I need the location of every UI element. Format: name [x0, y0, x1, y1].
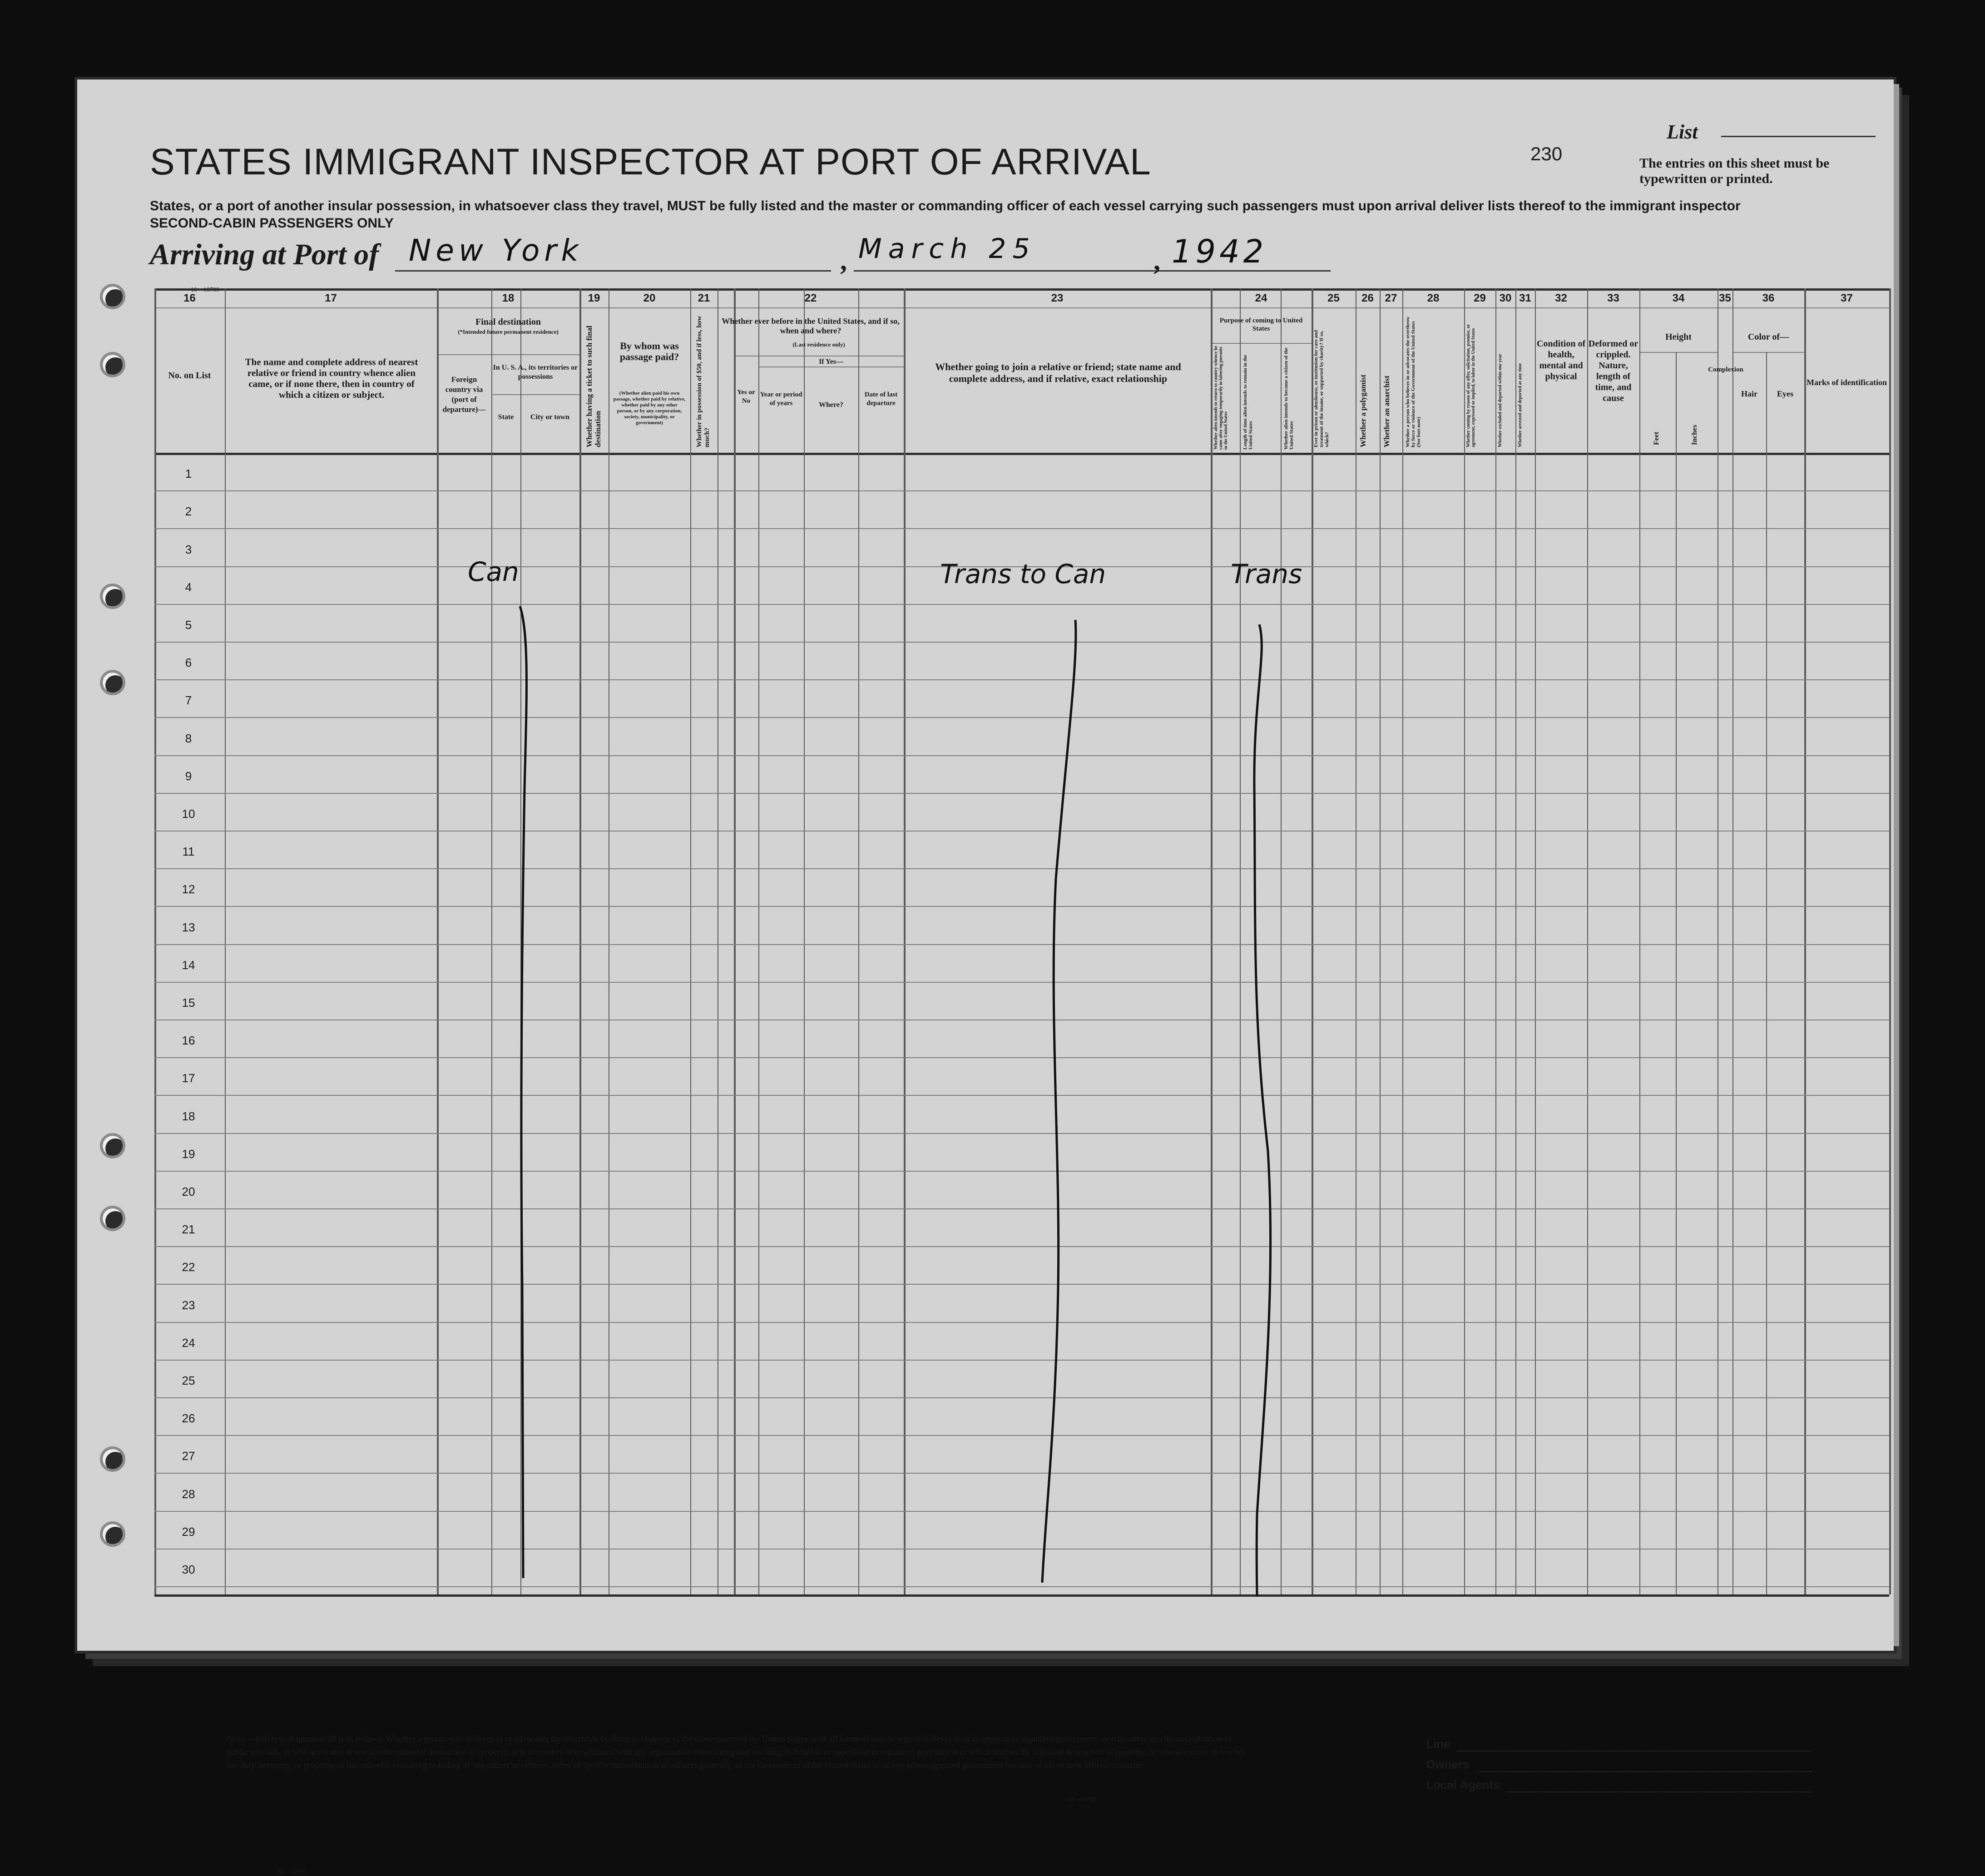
column-number: 32 [1555, 292, 1567, 304]
handwritten-trans: Trans [1231, 559, 1302, 589]
row-number: 16 [182, 1034, 195, 1048]
footnote-text: —Full text of question 28 is as follows: Whether a person who believes in or advocates the overthrow by force or violence of the Government of the United States or of all forms of law, or who disbelieves in or is opposed to organized government, or who advocates the assassination of public officials, or who advocates or teaches the unlawful destruction of property, or is a member of or affiliated with any organization entertaining and teaching disbelief in or opposition to organized government or which teaches the unlawful destruction of property, or who advocates or teaches the duty, necessity, or propriety of the unlawful assaulting or killing of any officer or officers, either of specific individuals or of officers generally, of the Government of the United States or of any other organized government because of his or their official character. [227, 1734, 1246, 1770]
column-number: 21 [698, 292, 710, 304]
header-arrested: Whether arrested and deported at any time [1518, 363, 1523, 447]
column-number: 17 [325, 292, 337, 304]
row-number: 8 [185, 731, 192, 745]
row-number: 22 [182, 1260, 195, 1274]
year-value: 1942 [1172, 233, 1267, 270]
header-possession-50: Whether in possession of $50, and if less, how much? [696, 316, 711, 447]
header-purpose-a: Whether alien intends to return to country whence he came after engaging temporarily in laboring pursuits in the United States [1213, 346, 1228, 450]
row-number: 10 [182, 807, 195, 821]
row-number: 24 [182, 1336, 195, 1350]
row-number: 1 [185, 467, 192, 481]
page-title: STATES IMMIGRANT INSPECTOR AT PORT OF ARRIVAL [150, 141, 1151, 183]
column-number: 36 [1762, 292, 1775, 304]
row-number: 6 [185, 656, 192, 670]
header-height: Height [1665, 332, 1692, 342]
header-city: City or town [530, 413, 569, 421]
header-purpose-c: Whether alien intends to become a citizen of the United States [1283, 347, 1294, 450]
form-number: 10—18709 [191, 287, 219, 293]
column-number: 30 [1499, 292, 1512, 304]
list-blank-line [1721, 136, 1876, 137]
row-number: 30 [182, 1563, 195, 1576]
header-last-residence: (Last residence only) [792, 341, 845, 348]
header-purpose: Purpose of coming to United States [1219, 317, 1303, 332]
column-number: 31 [1519, 292, 1531, 304]
binder-hole [100, 584, 125, 609]
binder-hole [100, 284, 125, 309]
row-number: 25 [182, 1374, 195, 1387]
arriving-label: Arriving at Port of [150, 238, 379, 271]
header-hair: Hair [1741, 389, 1757, 398]
column-number: 35 [1719, 292, 1731, 304]
header-final-destination-note: (*Intended future permanent residence) [458, 328, 559, 335]
header-period: Year or period of years [760, 391, 802, 407]
column-number: 24 [1255, 292, 1267, 304]
binder-hole [100, 670, 125, 695]
header-final-destination: Final destination [475, 317, 541, 327]
footnote [227, 1732, 1253, 1772]
column-number: 19 [588, 292, 600, 304]
form-number-bottom: 10—18709 [277, 1869, 306, 1876]
header-purpose-b: Length of time alien intends to remain in the United States [1242, 355, 1253, 450]
list-number: 230 [1530, 143, 1563, 164]
header-foreign-country: Foreign country via (port of departure)— [442, 375, 486, 414]
column-number: 28 [1427, 292, 1440, 304]
header-deformed: Deformed or crippled. Nature, length of time, and cause [1588, 339, 1638, 403]
binder-hole [100, 1133, 125, 1158]
header-inches: Inches [1691, 425, 1698, 445]
page-edge [1894, 84, 1899, 1646]
row-number: 20 [182, 1185, 195, 1198]
year-blank-line [1167, 270, 1331, 272]
row-number: 15 [182, 996, 195, 1010]
header-date-departure: Date of last departure [864, 391, 898, 407]
header-passage-note: (Whether alien paid his own passage, whether paid by relative, whether paid by any other person, or by any corporation, society, municipality, or government) [613, 391, 686, 426]
footnote-lead: Note. [227, 1734, 247, 1744]
row-number: 27 [182, 1449, 195, 1463]
header-feet: Feet [1653, 431, 1660, 445]
header-polygamist: Whether a polygamist [1359, 374, 1367, 447]
comma-mark: , [840, 246, 847, 276]
table-bottom-border [154, 1594, 1889, 1597]
header-health: Condition of health, mental and physical [1536, 339, 1586, 381]
row-number: 11 [182, 845, 195, 859]
binder-hole [100, 352, 125, 377]
list-label: List [1667, 121, 1698, 143]
binder-hole [100, 1446, 125, 1472]
column-number: 37 [1841, 292, 1853, 304]
row-number: 26 [182, 1411, 195, 1426]
row-number: 19 [182, 1147, 195, 1161]
header-anarchist: Whether an anarchist [1382, 375, 1391, 447]
row-number: 13 [182, 920, 195, 934]
handwritten-trans-to-can: Trans to Can [940, 559, 1106, 589]
header-nearest-relative: The name and complete address of nearest relative or friend in country whence alien came, or if none there, then in country of which a citizen or subject. [245, 356, 418, 400]
row-number: 2 [185, 505, 192, 519]
header-eyes: Eyes [1777, 389, 1793, 398]
port-value: New York [409, 233, 583, 268]
header-yes-no: Yes or No [737, 389, 755, 405]
col-border [1889, 288, 1891, 1594]
row-number: 12 [182, 882, 195, 896]
header-going-to-join: Whether going to join a relative or friend; state name and complete address, and if relative, exact relationship [935, 361, 1181, 384]
column-number: 26 [1361, 292, 1374, 304]
line-blank [1458, 1751, 1812, 1752]
owners-blank [1478, 1771, 1812, 1772]
typewritten-note: The entries on this sheet must be typewritten or printed. [1639, 156, 1830, 186]
header-no-on-list: No. on List [168, 371, 211, 381]
header-if-yes: If Yes— [818, 358, 844, 366]
binder-hole [100, 1206, 125, 1231]
column-number: 22 [804, 292, 817, 304]
ditto-strokes [154, 288, 1889, 1594]
row-number: 23 [182, 1298, 195, 1312]
header-ticket: Whether having a ticket to such final destination [585, 326, 602, 447]
instructions-text: States, or a port of another insular possession, in whatsoever class they travel, MUST be fully listed and the master or commanding officer of each vessel carrying such passengers must upon arrival deliver lists thereof to the immigrant inspector [150, 198, 1741, 213]
column-number: 23 [1051, 292, 1064, 304]
header-where: Where? [819, 401, 843, 409]
row-number: 4 [185, 580, 192, 594]
port-blank-line [395, 270, 831, 272]
header-excluded: Whether excluded and deported within one year [1498, 354, 1503, 447]
row-number: 9 [185, 769, 192, 783]
row-number: 3 [185, 542, 192, 556]
handwritten-can: Can [468, 556, 519, 587]
line-label: Line [1426, 1737, 1450, 1751]
column-number: 34 [1672, 292, 1685, 304]
ditto-line-col24 [1254, 624, 1271, 1596]
header-labor-offer: Whether coming by reason of any offer, solicitation, promise, or agreement, expressed or implied, to labor in the United States [1466, 324, 1476, 447]
column-number: 16 [183, 292, 196, 304]
row-number: 17 [182, 1071, 195, 1085]
ditto-line-col18 [520, 606, 526, 1578]
binder-hole [100, 1521, 125, 1547]
row-number: 18 [182, 1109, 195, 1123]
header-overthrow: Whether a person who believes in or advocates the overthrow by force or violence of the Government of the United States (See foot note) [1405, 316, 1421, 447]
column-number: 33 [1607, 292, 1619, 304]
header-marks: Marks of identification [1807, 378, 1887, 387]
row-number: 7 [185, 693, 192, 708]
local-agents-label: Local Agents [1426, 1778, 1500, 1792]
header-complexion: Complexion [1708, 366, 1743, 373]
column-number: 18 [502, 292, 515, 304]
owners-label: Owners [1426, 1757, 1470, 1771]
header-state: State [498, 413, 514, 421]
header-usa: In U. S. A., its territories or possessions [493, 364, 578, 381]
header-color-of: Color of— [1747, 332, 1789, 342]
cabin-class-label: SECOND-CABIN PASSENGERS ONLY [150, 216, 394, 231]
date-value: March 25 [858, 233, 1036, 265]
form-number-footer: 10—18709 [1067, 1796, 1096, 1803]
column-number: 20 [643, 292, 656, 304]
header-ever-before-us: Whether ever before in the United States, and if so, when and where? [722, 317, 900, 335]
header-passage-paid: By whom was passage paid? [619, 340, 679, 362]
column-number: 29 [1474, 292, 1486, 304]
row-number: 14 [182, 958, 195, 972]
row-number: 21 [182, 1223, 195, 1237]
row-number: 28 [182, 1487, 195, 1501]
column-number: 25 [1327, 292, 1340, 304]
manifest-sheet [77, 79, 1894, 1876]
header-prison: Ever in prison or almshouse, or institution for care and treatment of the insane, or supported by charity? If so, which? [1313, 330, 1330, 447]
row-number: 29 [182, 1525, 195, 1539]
column-number: 27 [1385, 292, 1397, 304]
row-number: 5 [185, 618, 192, 632]
ditto-line-col23 [1042, 620, 1076, 1583]
comma-mark: , [1153, 246, 1160, 276]
